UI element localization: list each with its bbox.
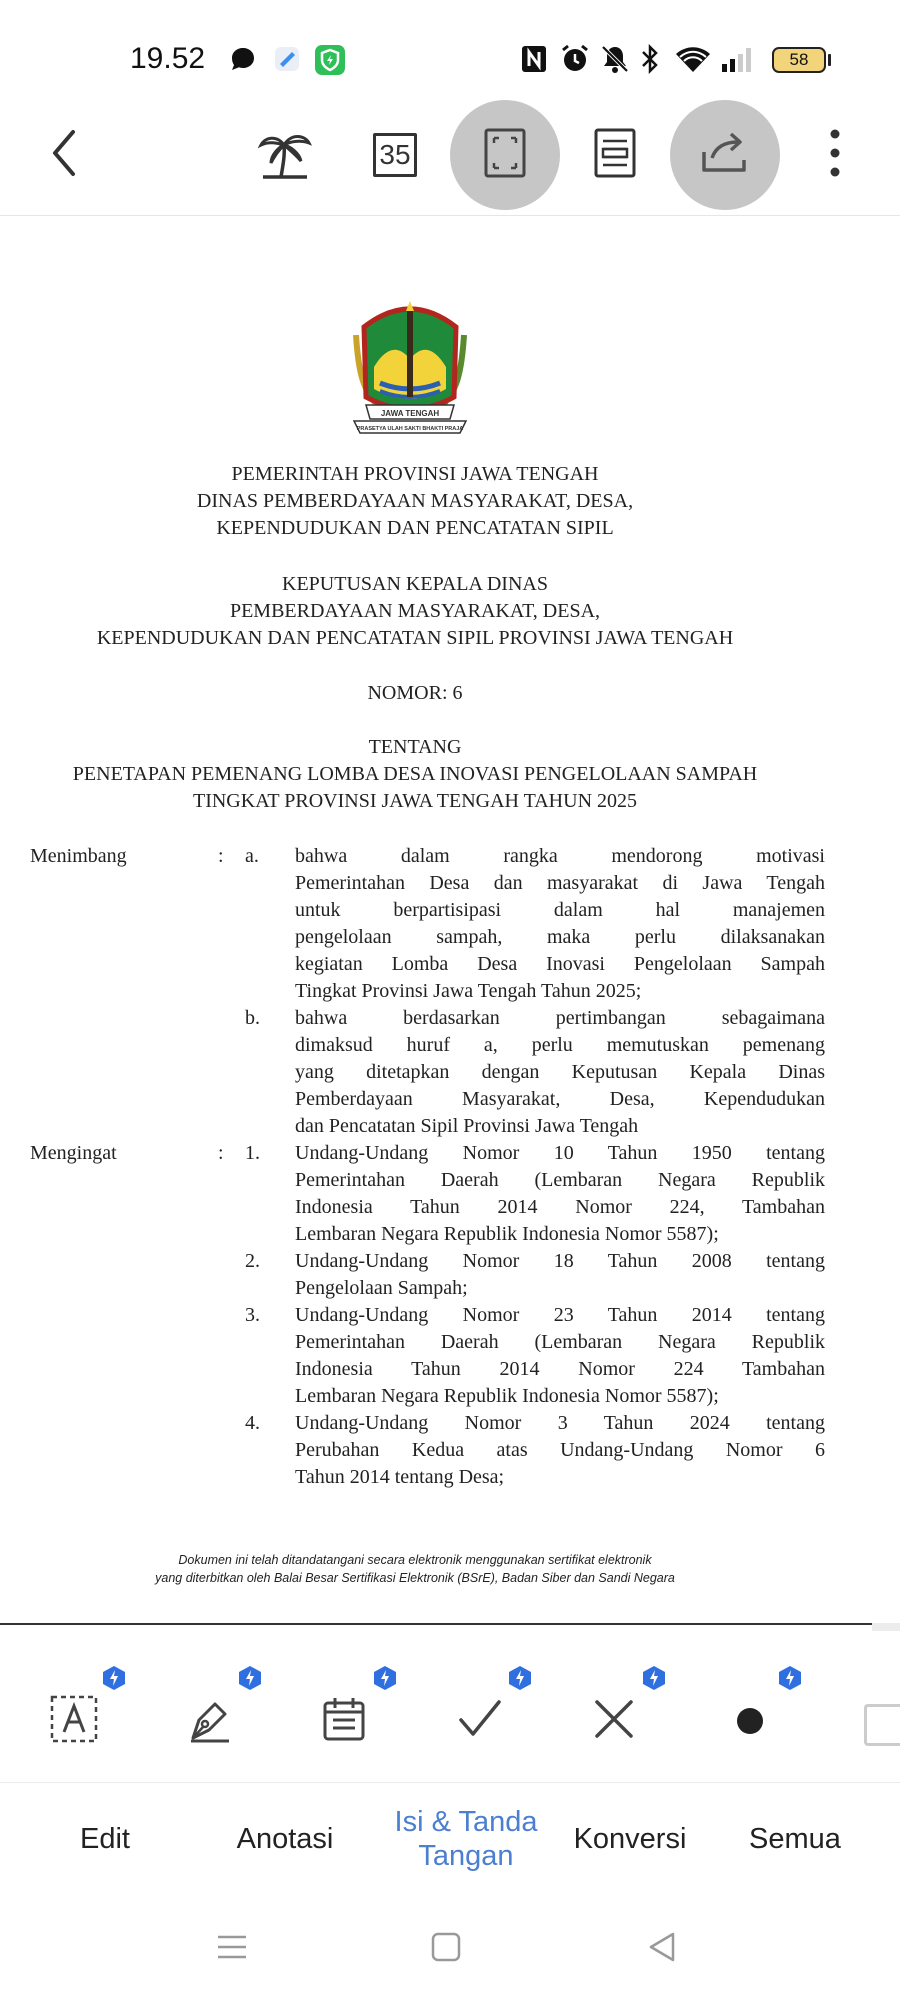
item-marker: b. xyxy=(245,1007,260,1029)
battery-indicator: 58 xyxy=(772,47,826,73)
page-layout-button[interactable] xyxy=(560,100,670,210)
share-button[interactable] xyxy=(670,100,780,210)
cross-icon xyxy=(589,1694,639,1749)
back-button[interactable] xyxy=(10,100,120,210)
more-icon xyxy=(829,128,841,183)
tab-anotasi[interactable]: Anotasi xyxy=(236,1823,334,1855)
item-line: pengelolaan sampah, maka perlu dilaksanakan xyxy=(295,926,825,948)
item-line: Tingkat Provinsi Jawa Tengah Tahun 2025; xyxy=(295,980,642,1002)
item-line: Pemerintahan Daerah (Lembaran Negara Republik xyxy=(295,1331,825,1353)
fit-page-icon xyxy=(483,127,527,184)
page-divider xyxy=(0,1623,872,1625)
about-line: PENETAPAN PEMENANG LOMBA DESA INOVASI PENGELOLAAN SAMPAH xyxy=(72,763,758,785)
cross-tool[interactable] xyxy=(584,1691,644,1751)
tab-semua[interactable]: Semua xyxy=(749,1823,841,1855)
header-line: DINAS PEMBERDAYAAN MASYARAKAT, DESA, xyxy=(196,490,634,512)
lightning-badge-icon xyxy=(508,1665,532,1691)
lightning-badge-icon xyxy=(642,1665,666,1691)
tool-panel xyxy=(0,1633,900,1783)
nfc-icon xyxy=(520,44,548,79)
signature-note-line: Dokumen ini telah ditandatangani secara elektronik menggunakan sertifikat elektronik xyxy=(178,1553,652,1567)
item-marker: 2. xyxy=(245,1250,260,1272)
annotate-tool[interactable] xyxy=(180,1691,240,1751)
tab-isi-tanda-tangan[interactable]: Isi & Tanda Tangan xyxy=(394,1806,538,1872)
check-icon xyxy=(455,1694,505,1749)
item-line: untuk berpartisipasi dalam hal manajemen xyxy=(295,899,825,921)
item-line: Perubahan Kedua atas Undang-Undang Nomor 6 xyxy=(295,1439,825,1461)
item-line: Lembaran Negara Republik Indonesia Nomor 5587); xyxy=(295,1385,719,1407)
item-line: Indonesia Tahun 2014 Nomor 224, Tambahan xyxy=(295,1196,825,1218)
more-button[interactable] xyxy=(780,100,890,210)
back-icon xyxy=(645,1930,679,1969)
item-line: Pemerintahan Desa dan masyarakat di Jawa Tengah xyxy=(295,872,825,894)
bluetooth-icon xyxy=(640,44,660,79)
decree-number: NOMOR: 6 xyxy=(367,682,463,704)
nav-back-button[interactable] xyxy=(632,1924,692,1974)
text-edit-icon xyxy=(49,1694,99,1749)
item-line: Indonesia Tahun 2014 Nomor 224 Tambahan xyxy=(295,1358,825,1380)
header-line: KEPENDUDUKAN DAN PENCATATAN SIPIL xyxy=(216,517,614,539)
battery-tip xyxy=(828,54,831,66)
lightning-badge-icon xyxy=(102,1665,126,1691)
text-edit-tool[interactable] xyxy=(44,1691,104,1751)
decree-line: KEPUTUSAN KEPALA DINAS xyxy=(282,573,548,595)
item-line: Pengelolaan Sampah; xyxy=(295,1277,468,1299)
page-count-icon: 35 xyxy=(373,133,417,177)
item-line: dan Pencatatan Sipil Provinsi Jawa Tengah xyxy=(295,1115,639,1137)
page-gap xyxy=(872,1623,900,1631)
jawa-tengah-emblem xyxy=(344,297,476,435)
system-nav-bar xyxy=(0,1894,900,2000)
menu-icon xyxy=(215,1930,249,1969)
menimbang-label: Menimbang xyxy=(30,845,127,867)
item-line: Pemerintahan Daerah (Lembaran Negara Republik xyxy=(295,1169,825,1191)
app-icon xyxy=(272,44,302,79)
check-tool[interactable] xyxy=(450,1691,510,1751)
about-line: TENTANG xyxy=(368,736,462,758)
signature-note-line: yang diterbitkan oleh Balai Besar Sertifikasi Elektronik (BSrE), Badan Siber dan Sandi Negara xyxy=(155,1571,675,1585)
item-marker: 4. xyxy=(245,1412,260,1434)
tab-konversi[interactable]: Konversi xyxy=(573,1823,687,1855)
item-marker: a. xyxy=(245,845,259,867)
theme-button[interactable] xyxy=(230,100,340,210)
lightning-badge-icon xyxy=(373,1665,397,1691)
signal-icon xyxy=(720,44,760,79)
about-line: TINGKAT PROVINSI JAWA TENGAH TAHUN 2025 xyxy=(192,790,638,812)
item-line: Lembaran Negara Republik Indonesia Nomor 5587); xyxy=(295,1223,719,1245)
more-tools-peek[interactable] xyxy=(864,1704,900,1746)
fit-page-button[interactable] xyxy=(450,100,560,210)
alarm-icon xyxy=(560,44,590,79)
shield-app-icon xyxy=(314,44,346,81)
item-line: bahwa dalam rangka mendorong motivasi xyxy=(295,845,825,867)
back-arrow-icon xyxy=(45,128,85,183)
top-toolbar xyxy=(0,100,900,216)
item-line: Undang-Undang Nomor 18 Tahun 2008 tentang xyxy=(295,1250,825,1272)
palm-tree-icon xyxy=(257,125,313,186)
item-line: dimaksud huruf a, perlu memutuskan pemenang xyxy=(295,1034,825,1056)
dot-icon xyxy=(725,1694,775,1749)
tab-edit[interactable]: Edit xyxy=(80,1823,130,1855)
home-button[interactable] xyxy=(416,1924,476,1974)
item-line: Undang-Undang Nomor 3 Tahun 2024 tentang xyxy=(295,1412,825,1434)
item-line: Undang-Undang Nomor 10 Tahun 1950 tentang xyxy=(295,1142,825,1164)
header-line: PEMERINTAH PROVINSI JAWA TENGAH xyxy=(231,463,599,485)
item-marker: 3. xyxy=(245,1304,260,1326)
emblem-banner-text: JAWA TENGAH xyxy=(380,409,440,418)
lightning-badge-icon xyxy=(238,1665,262,1691)
status-bar xyxy=(0,0,900,100)
item-marker: 1. xyxy=(245,1142,260,1164)
document-page[interactable] xyxy=(0,217,900,1625)
item-line: kegiatan Lomba Desa Inovasi Pengelolaan Sampah xyxy=(295,953,825,975)
emblem-motto-text: PRASETYA ULAH SAKTI BHAKTI PRAJA xyxy=(356,426,464,432)
item-line: Tahun 2014 tentang Desa; xyxy=(295,1466,505,1488)
page-layout-icon xyxy=(593,127,637,184)
calendar-icon xyxy=(319,1694,369,1749)
mengingat-label: Mengingat xyxy=(30,1142,117,1164)
bubble-icon xyxy=(226,44,258,81)
item-line: yang ditetapkan dengan Keputusan Kepala Dinas xyxy=(295,1061,825,1083)
page-count-button[interactable] xyxy=(340,100,450,210)
pen-annotate-icon xyxy=(185,1694,235,1749)
home-icon xyxy=(429,1930,463,1969)
share-icon xyxy=(698,130,752,181)
fill-sign-tool[interactable] xyxy=(314,1691,374,1751)
clock: 19.52 xyxy=(130,42,206,75)
recents-button[interactable] xyxy=(202,1924,262,1974)
item-line: Pemberdayaan Masyarakat, Desa, Kependudukan xyxy=(295,1088,825,1110)
mute-icon xyxy=(600,44,630,79)
lightning-badge-icon xyxy=(778,1665,802,1691)
menimbang-colon: : xyxy=(218,845,224,867)
mode-tabs xyxy=(0,1784,900,1894)
item-line: bahwa berdasarkan pertimbangan sebagaimana xyxy=(295,1007,825,1029)
decree-line: PEMBERDAYAAN MASYARAKAT, DESA, xyxy=(229,600,601,622)
wifi-icon xyxy=(674,44,712,79)
decree-line: KEPENDUDUKAN DAN PENCATATAN SIPIL PROVINSI JAWA TENGAH xyxy=(96,627,734,649)
mengingat-colon: : xyxy=(218,1142,224,1164)
dot-tool[interactable] xyxy=(720,1691,780,1751)
item-line: Undang-Undang Nomor 23 Tahun 2014 tentang xyxy=(295,1304,825,1326)
